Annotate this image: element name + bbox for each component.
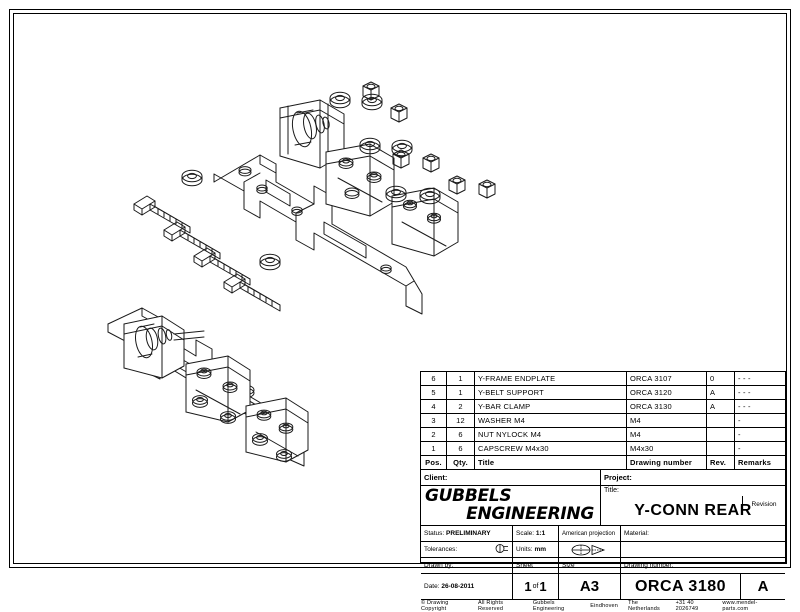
status-label: Status: bbox=[424, 530, 445, 537]
part-y-bar-clamp-1 bbox=[326, 144, 394, 216]
parts-row-title: Y-BELT SUPPORT bbox=[475, 386, 627, 399]
footer-row bbox=[421, 600, 785, 611]
logo-title-row bbox=[421, 486, 785, 526]
projection-label-cell bbox=[559, 526, 621, 541]
sheet-of-label: of bbox=[532, 583, 539, 590]
iso-tolerance-icon bbox=[495, 544, 509, 555]
parts-header-remarks: Remarks bbox=[738, 458, 772, 467]
parts-row-dn: ORCA 3120 bbox=[627, 386, 707, 399]
date-number-row bbox=[421, 574, 785, 600]
material-value-cell bbox=[621, 542, 785, 557]
parts-row-rev: A bbox=[707, 400, 735, 413]
assembled-view bbox=[108, 308, 308, 466]
parts-row-rev: 0 bbox=[707, 372, 735, 385]
part-y-bar-clamp-2 bbox=[392, 188, 458, 256]
parts-row-qty: 1 bbox=[447, 386, 475, 399]
title-label: Title: bbox=[604, 487, 619, 494]
parts-list-row bbox=[421, 386, 785, 400]
parts-row-remarks: - - - bbox=[738, 374, 751, 383]
footer-company: Gubbels Engineering bbox=[532, 599, 565, 612]
parts-row-dn: M4x30 bbox=[627, 442, 707, 455]
tolerances-units-row bbox=[421, 542, 785, 558]
drawn-by-cell bbox=[421, 558, 513, 573]
parts-row-remarks: - bbox=[738, 416, 741, 425]
tolerances-label: Tolerances: bbox=[424, 546, 458, 553]
parts-header-qty: Qty. bbox=[447, 456, 475, 469]
parts-row-rev bbox=[707, 428, 735, 441]
parts-row-title: WASHER M4 bbox=[475, 414, 627, 427]
parts-row-dn: ORCA 3107 bbox=[627, 372, 707, 385]
parts-row-pos: 3 bbox=[421, 414, 447, 427]
parts-list-row bbox=[421, 442, 785, 456]
drawnby-sheet-row bbox=[421, 558, 785, 574]
parts-row-qty: 2 bbox=[447, 400, 475, 413]
footer-web: www.mendel-parts.com bbox=[722, 599, 758, 612]
parts-row-title: CAPSCREW M4x30 bbox=[475, 442, 627, 455]
tolerances-cell bbox=[421, 542, 513, 557]
parts-list-header bbox=[421, 456, 785, 470]
parts-row-qty: 1 bbox=[447, 372, 475, 385]
scale-label: Scale: bbox=[516, 530, 535, 537]
parts-row-pos: 5 bbox=[421, 386, 447, 399]
scale-value: 1:1 bbox=[535, 530, 546, 537]
parts-row-pos: 6 bbox=[421, 372, 447, 385]
drawing-number-label: Drawing number: bbox=[624, 562, 674, 569]
footer-country: The Netherlands bbox=[628, 599, 660, 612]
units-cell bbox=[513, 542, 559, 557]
parts-row-qty: 12 bbox=[447, 414, 475, 427]
sheet-number: 1 bbox=[524, 579, 532, 594]
material-cell bbox=[621, 526, 785, 541]
parts-row-pos: 2 bbox=[421, 428, 447, 441]
parts-row-title: NUT NYLOCK M4 bbox=[475, 428, 627, 441]
client-project-row bbox=[421, 470, 785, 486]
revision-value: A bbox=[757, 578, 769, 595]
parts-list-row bbox=[421, 428, 785, 442]
size-label-cell: Size bbox=[559, 558, 621, 573]
company-name-line2: ENGINEERING bbox=[466, 504, 594, 524]
status-cell bbox=[421, 526, 513, 541]
sheet-value-cell bbox=[513, 574, 559, 599]
company-logo bbox=[421, 486, 601, 525]
parts-row-pos: 4 bbox=[421, 400, 447, 413]
drawn-by-label: Drawn by: bbox=[424, 562, 454, 569]
material-label: Material: bbox=[624, 530, 649, 537]
title-block bbox=[420, 371, 786, 612]
parts-row-qty: 6 bbox=[447, 442, 475, 455]
parts-row-dn: ORCA 3130 bbox=[627, 400, 707, 413]
parts-row-remarks: - - - bbox=[738, 402, 751, 411]
parts-row-rev bbox=[707, 414, 735, 427]
parts-list-row bbox=[421, 372, 785, 386]
parts-row-pos: 1 bbox=[421, 442, 447, 455]
status-value: PRELIMINARY bbox=[446, 530, 491, 537]
parts-header-dn: Drawing number bbox=[627, 456, 707, 469]
parts-row-rev bbox=[707, 442, 735, 455]
size-value-cell: A3 bbox=[559, 574, 621, 599]
rights-text: All Rights Reserved bbox=[477, 599, 504, 612]
date-value: 26-08-2011 bbox=[441, 583, 475, 590]
parts-row-rev: A bbox=[707, 386, 735, 399]
company-name-line1: GUBBELS bbox=[425, 486, 512, 506]
units-value: mm bbox=[534, 546, 546, 553]
units-label: Units: bbox=[516, 546, 533, 553]
parts-row-remarks: - bbox=[738, 444, 741, 453]
date-label: Date: bbox=[424, 583, 440, 590]
drawing-number-value: ORCA 3180 bbox=[621, 574, 741, 599]
parts-row-title: Y-FRAME ENDPLATE bbox=[475, 372, 627, 385]
footer-city: Eindhoven bbox=[590, 602, 619, 609]
parts-row-remarks: - - - bbox=[738, 388, 751, 397]
parts-list-row bbox=[421, 400, 785, 414]
client-label: Client: bbox=[421, 470, 601, 485]
parts-row-title: Y-BAR CLAMP bbox=[475, 400, 627, 413]
date-cell bbox=[421, 574, 513, 599]
first-angle-projection-icon bbox=[562, 544, 617, 556]
status-scale-row bbox=[421, 526, 785, 542]
parts-header-pos: Pos. bbox=[421, 456, 447, 469]
project-label: Project: bbox=[604, 473, 632, 482]
parts-row-dn: M4 bbox=[627, 414, 707, 427]
projection-label: American projection bbox=[562, 530, 616, 537]
parts-row-qty: 6 bbox=[447, 428, 475, 441]
sheet-total: 1 bbox=[539, 579, 547, 594]
parts-row-remarks: - bbox=[738, 430, 741, 439]
copyright-text: © Drawing Copyright bbox=[421, 599, 449, 612]
parts-header-rev: Rev. bbox=[707, 456, 735, 469]
revision-label: Revision bbox=[742, 496, 785, 512]
parts-header-title: Title bbox=[475, 456, 627, 469]
projection-symbol-cell bbox=[559, 542, 621, 557]
scale-cell bbox=[513, 526, 559, 541]
drawing-title-value: Y-CONN REAR bbox=[634, 502, 752, 519]
footer-phone: +31 40 2026749 bbox=[675, 599, 699, 612]
parts-row-dn: M4 bbox=[627, 428, 707, 441]
sheet-label-cell: Sheet bbox=[513, 558, 559, 573]
parts-list-row bbox=[421, 414, 785, 428]
